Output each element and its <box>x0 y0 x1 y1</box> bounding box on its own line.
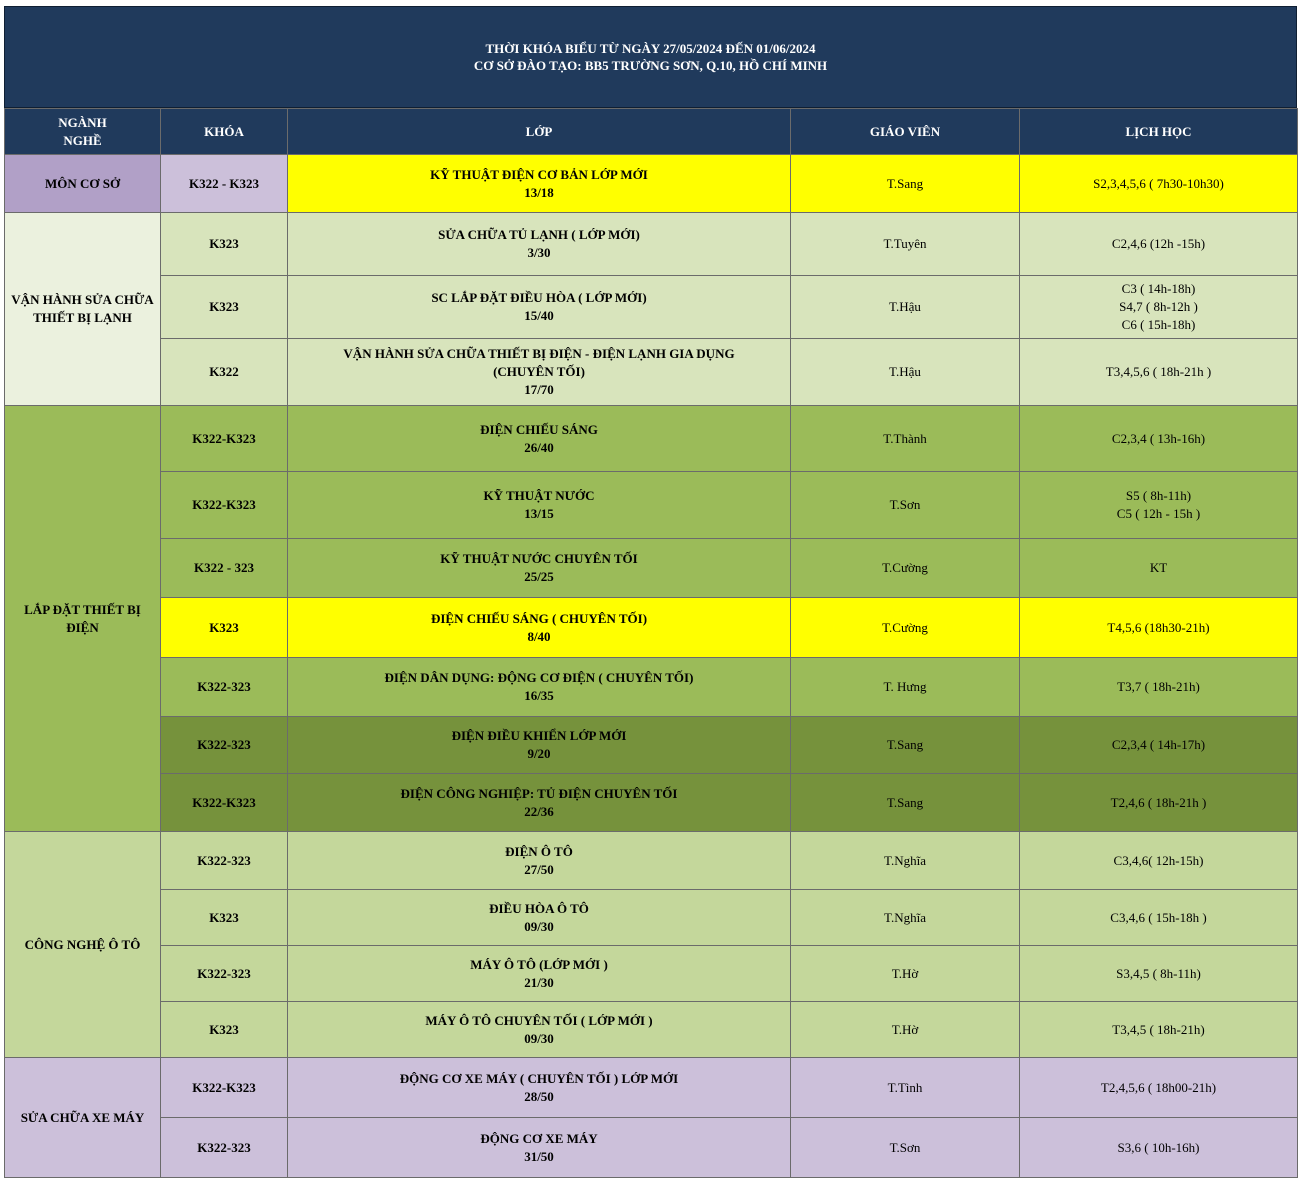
lop-line: VẬN HÀNH SỬA CHỮA THIẾT BỊ ĐIỆN - ĐIỆN LẠNH GIA DỤNG <box>343 346 735 361</box>
table-row <box>5 832 1298 890</box>
schedule-cell <box>1020 539 1298 598</box>
header-lop: LỚP <box>288 109 791 155</box>
khoa-cell: K322-323 <box>161 1118 288 1178</box>
schedule-cell <box>1020 717 1298 774</box>
table-row <box>5 276 1298 339</box>
lop-line: 09/30 <box>524 918 554 934</box>
lop-line: SỬA CHỮA TỦ LẠNH ( LỚP MỚI) <box>438 227 640 242</box>
lop-line: ĐỘNG CƠ XE MÁY <box>480 1130 598 1146</box>
lop-cell <box>288 1118 791 1178</box>
khoa-cell: K323 <box>161 598 288 658</box>
khoa-cell: K322-323 <box>161 658 288 717</box>
table-row <box>5 539 1298 598</box>
group-cell: LẮP ĐẶT THIẾT BỊ ĐIỆN <box>5 406 161 832</box>
khoa-cell: K322-323 <box>161 946 288 1002</box>
table-row <box>5 472 1298 539</box>
table-row <box>5 598 1298 658</box>
lop-line: 9/20 <box>527 746 551 761</box>
header-nganh-nghe: NGÀNH NGHỀ <box>5 109 161 155</box>
table-row <box>5 890 1298 946</box>
khoa-cell: K322-323 <box>161 832 288 890</box>
group-cell: MÔN CƠ SỞ <box>5 155 161 213</box>
schedule-line: C2,4,6 (12h -15h) <box>1111 236 1206 251</box>
table-row <box>5 1058 1298 1118</box>
schedule-cell <box>1020 406 1298 472</box>
khoa-cell: K322 <box>161 339 288 406</box>
header-lich-hoc: LỊCH HỌC <box>1020 109 1298 155</box>
schedule-cell <box>1020 832 1298 890</box>
schedule-table <box>4 108 1298 1178</box>
lop-line: ĐIỆN CÔNG NGHIỆP: TỦ ĐIỆN CHUYÊN TỐI <box>400 785 678 801</box>
khoa-cell: K322-323 <box>161 717 288 774</box>
schedule-line: S2,3,4,5,6 ( 7h30-10h30) <box>1093 175 1224 191</box>
table-row <box>5 155 1298 213</box>
schedule-line: T3,7 ( 18h-21h) <box>1117 679 1200 694</box>
lop-cell <box>288 832 791 890</box>
lop-line: ĐIỆN CHIẾU SÁNG ( CHUYÊN TỐI) <box>430 610 648 626</box>
schedule-line: T4,5,6 (18h30-21h) <box>1107 619 1210 635</box>
teacher-cell: T.Sang <box>791 155 1020 213</box>
lop-cell <box>288 1002 791 1058</box>
lop-line: MÁY Ô TÔ (LỚP MỚI ) <box>470 956 608 972</box>
lop-line: 25/25 <box>524 569 554 584</box>
schedule-line: C2,3,4 ( 14h-17h) <box>1111 737 1206 752</box>
schedule-cell <box>1020 276 1298 339</box>
schedule-line: T2,4,6 ( 18h-21h ) <box>1110 794 1207 810</box>
teacher-cell: T.Nghĩa <box>791 890 1020 946</box>
schedule-cell <box>1020 339 1298 406</box>
header-khoa: KHÓA <box>161 109 288 155</box>
teacher-cell: T.Thành <box>791 406 1020 472</box>
table-row <box>5 1002 1298 1058</box>
lop-cell <box>288 406 791 472</box>
khoa-cell: K322-K323 <box>161 774 288 832</box>
table-row <box>5 213 1298 276</box>
teacher-cell: T.Hờ <box>791 1002 1020 1058</box>
schedule-cell <box>1020 1058 1298 1118</box>
teacher-cell: T.Nghĩa <box>791 832 1020 890</box>
schedule-line: T2,4,5,6 ( 18h00-21h) <box>1100 1079 1217 1095</box>
lop-cell <box>288 539 791 598</box>
lop-line: 3/30 <box>527 245 551 260</box>
lop-line: (CHUYÊN TỐI) <box>493 364 585 379</box>
table-row <box>5 339 1298 406</box>
lop-cell <box>288 598 791 658</box>
schedule-cell <box>1020 890 1298 946</box>
lop-cell <box>288 946 791 1002</box>
group-cell: SỬA CHỮA XE MÁY <box>5 1058 161 1178</box>
khoa-cell: K323 <box>161 213 288 276</box>
lop-cell <box>288 658 791 717</box>
schedule-sheet <box>4 6 1297 1178</box>
lop-line: ĐIỀU HÒA Ô TÔ <box>489 900 589 916</box>
schedule-cell <box>1020 213 1298 276</box>
schedule-cell <box>1020 1002 1298 1058</box>
schedule-line: C6 ( 15h-18h) <box>1121 317 1196 332</box>
schedule-line: T3,4,5,6 ( 18h-21h ) <box>1105 364 1212 379</box>
lop-cell <box>288 155 791 213</box>
lop-line: 28/50 <box>524 1088 554 1104</box>
teacher-cell: T.Hậu <box>791 339 1020 406</box>
teacher-cell: T.Tình <box>791 1058 1020 1118</box>
title-banner <box>4 6 1297 108</box>
khoa-cell: K323 <box>161 276 288 339</box>
schedule-line: C5 ( 12h - 15h ) <box>1116 506 1201 521</box>
teacher-cell: T.Hậu <box>791 276 1020 339</box>
lop-cell <box>288 774 791 832</box>
schedule-cell <box>1020 472 1298 539</box>
schedule-line: C2,3,4 ( 13h-16h) <box>1111 430 1206 446</box>
teacher-cell: T.Tuyên <box>791 213 1020 276</box>
lop-line: ĐIỆN Ô TÔ <box>505 843 573 859</box>
table-row <box>5 717 1298 774</box>
schedule-body <box>5 155 1298 1178</box>
schedule-line: T3,4,5 ( 18h-21h) <box>1112 1021 1205 1037</box>
title-line-2: CƠ SỞ ĐÀO TẠO: BB5 TRƯỜNG SƠN, Q.10, HỒ CHÍ MINH <box>473 58 828 73</box>
schedule-line: S5 ( 8h-11h) <box>1125 488 1192 503</box>
schedule-line: S3,4,5 ( 8h-11h) <box>1116 965 1201 981</box>
khoa-cell: K323 <box>161 1002 288 1058</box>
lop-cell <box>288 472 791 539</box>
khoa-cell: K323 <box>161 890 288 946</box>
lop-line: ĐIỆN DÂN DỤNG: ĐỘNG CƠ ĐIỆN ( CHUYÊN TỐI) <box>384 670 694 685</box>
lop-line: 27/50 <box>524 861 554 877</box>
schedule-line: C3,4,6( 12h-15h) <box>1113 852 1204 868</box>
teacher-cell: T.Sơn <box>791 472 1020 539</box>
lop-line: MÁY Ô TÔ CHUYÊN TỐI ( LỚP MỚI ) <box>425 1012 653 1028</box>
lop-line: KỸ THUẬT ĐIỆN CƠ BẢN LỚP MỚI <box>430 166 648 182</box>
lop-cell <box>288 890 791 946</box>
lop-line: 31/50 <box>524 1148 554 1164</box>
group-cell: VẬN HÀNH SỬA CHỮA THIẾT BỊ LẠNH <box>5 213 161 406</box>
lop-line: 17/70 <box>524 382 554 397</box>
lop-line: ĐỘNG CƠ XE MÁY ( CHUYÊN TỐI ) LỚP MỚI <box>399 1070 679 1086</box>
lop-line: ĐIỆN ĐIỀU KHIỂN LỚP MỚI <box>451 728 627 743</box>
schedule-line: S3,6 ( 10h-16h) <box>1117 1139 1200 1155</box>
khoa-cell: K322 - 323 <box>161 539 288 598</box>
title-line-1: THỜI KHÓA BIỂU TỪ NGÀY 27/05/2024 ĐẾN 01/06/2024 <box>485 41 816 56</box>
lop-line: 13/15 <box>524 506 554 521</box>
schedule-line: S4,7 ( 8h-12h ) <box>1119 299 1198 314</box>
group-cell: CÔNG NGHỆ Ô TÔ <box>5 832 161 1058</box>
teacher-cell: T.Sang <box>791 717 1020 774</box>
table-row <box>5 774 1298 832</box>
lop-line: 22/36 <box>524 803 554 819</box>
schedule-line: KT <box>1149 560 1168 575</box>
table-row <box>5 658 1298 717</box>
table-row <box>5 406 1298 472</box>
header-giao-vien: GIÁO VIÊN <box>791 109 1020 155</box>
teacher-cell: T. Hưng <box>791 658 1020 717</box>
teacher-cell: T.Sơn <box>791 1118 1020 1178</box>
schedule-line: C3,4,6 ( 15h-18h ) <box>1110 909 1207 925</box>
table-row <box>5 1118 1298 1178</box>
lop-line: KỸ THUẬT NƯỚC CHUYÊN TỐI <box>440 551 638 566</box>
lop-line: 15/40 <box>524 308 554 323</box>
lop-line: 26/40 <box>524 439 554 455</box>
khoa-cell: K322-K323 <box>161 1058 288 1118</box>
schedule-cell <box>1020 946 1298 1002</box>
khoa-cell: K322-K323 <box>161 406 288 472</box>
teacher-cell: T.Cường <box>791 539 1020 598</box>
lop-line: KỸ THUẬT NƯỚC <box>483 488 595 503</box>
lop-cell <box>288 1058 791 1118</box>
schedule-cell <box>1020 1118 1298 1178</box>
khoa-cell: K322-K323 <box>161 472 288 539</box>
lop-line: 16/35 <box>524 688 554 703</box>
lop-line: 09/30 <box>524 1030 554 1046</box>
schedule-cell <box>1020 774 1298 832</box>
table-row <box>5 946 1298 1002</box>
lop-line: SC LẮP ĐẶT ĐIỀU HÒA ( LỚP MỚI) <box>431 290 647 305</box>
teacher-cell: T.Cường <box>791 598 1020 658</box>
schedule-cell <box>1020 658 1298 717</box>
lop-line: 21/30 <box>524 974 554 990</box>
lop-line: 13/18 <box>524 184 554 200</box>
lop-cell <box>288 717 791 774</box>
lop-cell <box>288 276 791 339</box>
schedule-line: C3 ( 14h-18h) <box>1121 281 1196 296</box>
lop-cell <box>288 339 791 406</box>
schedule-cell <box>1020 598 1298 658</box>
teacher-cell: T.Sang <box>791 774 1020 832</box>
khoa-cell: K322 - K323 <box>161 155 288 213</box>
teacher-cell: T.Hờ <box>791 946 1020 1002</box>
lop-line: ĐIỆN CHIẾU SÁNG <box>480 421 598 437</box>
lop-line: 8/40 <box>527 628 551 644</box>
lop-cell <box>288 213 791 276</box>
schedule-cell <box>1020 155 1298 213</box>
header-row <box>5 109 1298 155</box>
